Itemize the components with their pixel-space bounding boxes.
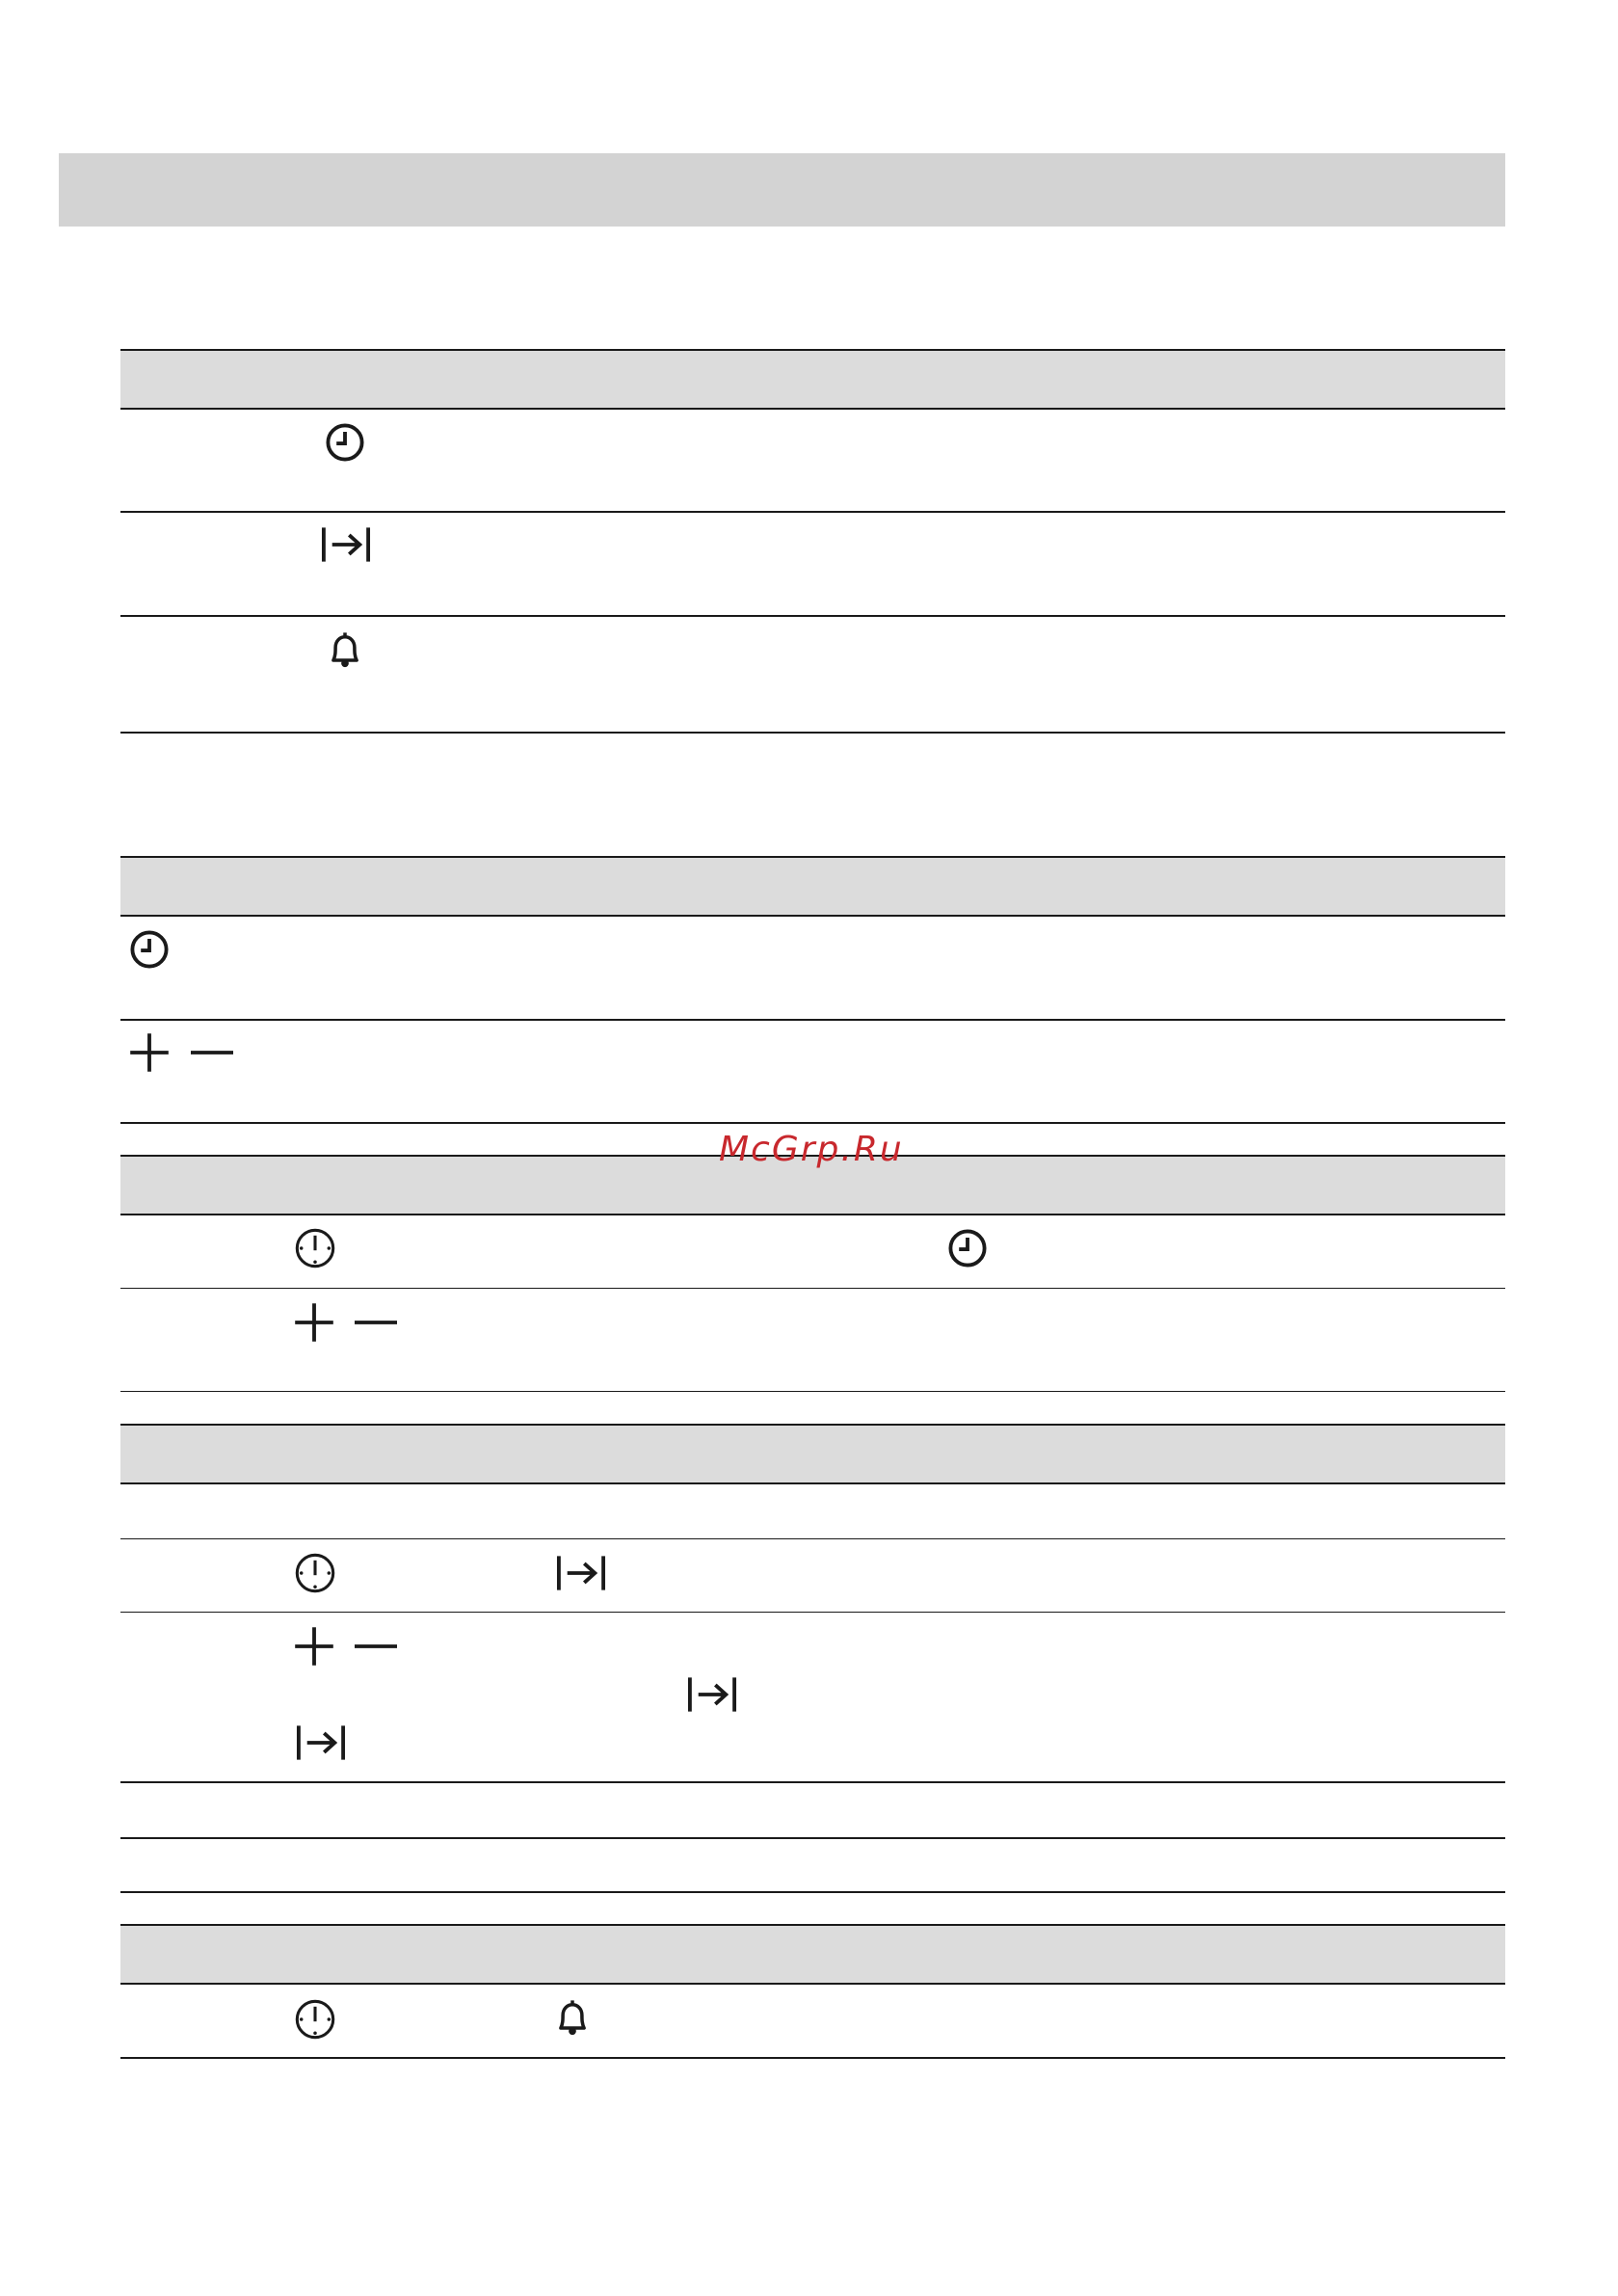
divider: [120, 1019, 1505, 1021]
duration-arrow-icon: [554, 1552, 608, 1594]
divider: [120, 2057, 1505, 2059]
minus-icon: [355, 1625, 397, 1668]
minus-icon: [355, 1301, 397, 1344]
table5-header: [120, 1924, 1505, 1985]
clock-icon: [946, 1227, 989, 1269]
plus-icon: [128, 1031, 171, 1074]
watermark-text: McGrp.Ru: [719, 1130, 904, 1169]
divider: [120, 1781, 1505, 1783]
divider: [120, 1891, 1505, 1893]
bell-icon: [324, 628, 366, 671]
table4-header: [120, 1424, 1505, 1484]
divider: [120, 1538, 1505, 1539]
clock-icon: [128, 928, 171, 971]
bell-icon: [551, 1996, 594, 2039]
clock-icon: [324, 421, 366, 464]
divider: [120, 1288, 1505, 1289]
plus-icon: [293, 1625, 335, 1668]
power-clock-icon: [294, 1552, 336, 1594]
section-banner: [59, 153, 1505, 227]
divider: [120, 1612, 1505, 1613]
table2-header: [120, 856, 1505, 917]
divider: [120, 732, 1505, 734]
power-clock-icon: [294, 1998, 336, 2041]
duration-arrow-icon: [294, 1722, 348, 1764]
table1-header: [120, 349, 1505, 410]
divider: [120, 1837, 1505, 1839]
duration-arrow-icon: [685, 1673, 739, 1716]
divider: [120, 511, 1505, 513]
divider: [120, 615, 1505, 617]
duration-arrow-icon: [319, 523, 373, 566]
divider: [120, 1122, 1505, 1124]
minus-icon: [191, 1031, 233, 1074]
divider: [120, 1391, 1505, 1392]
plus-icon: [293, 1301, 335, 1344]
power-clock-icon: [294, 1227, 336, 1269]
